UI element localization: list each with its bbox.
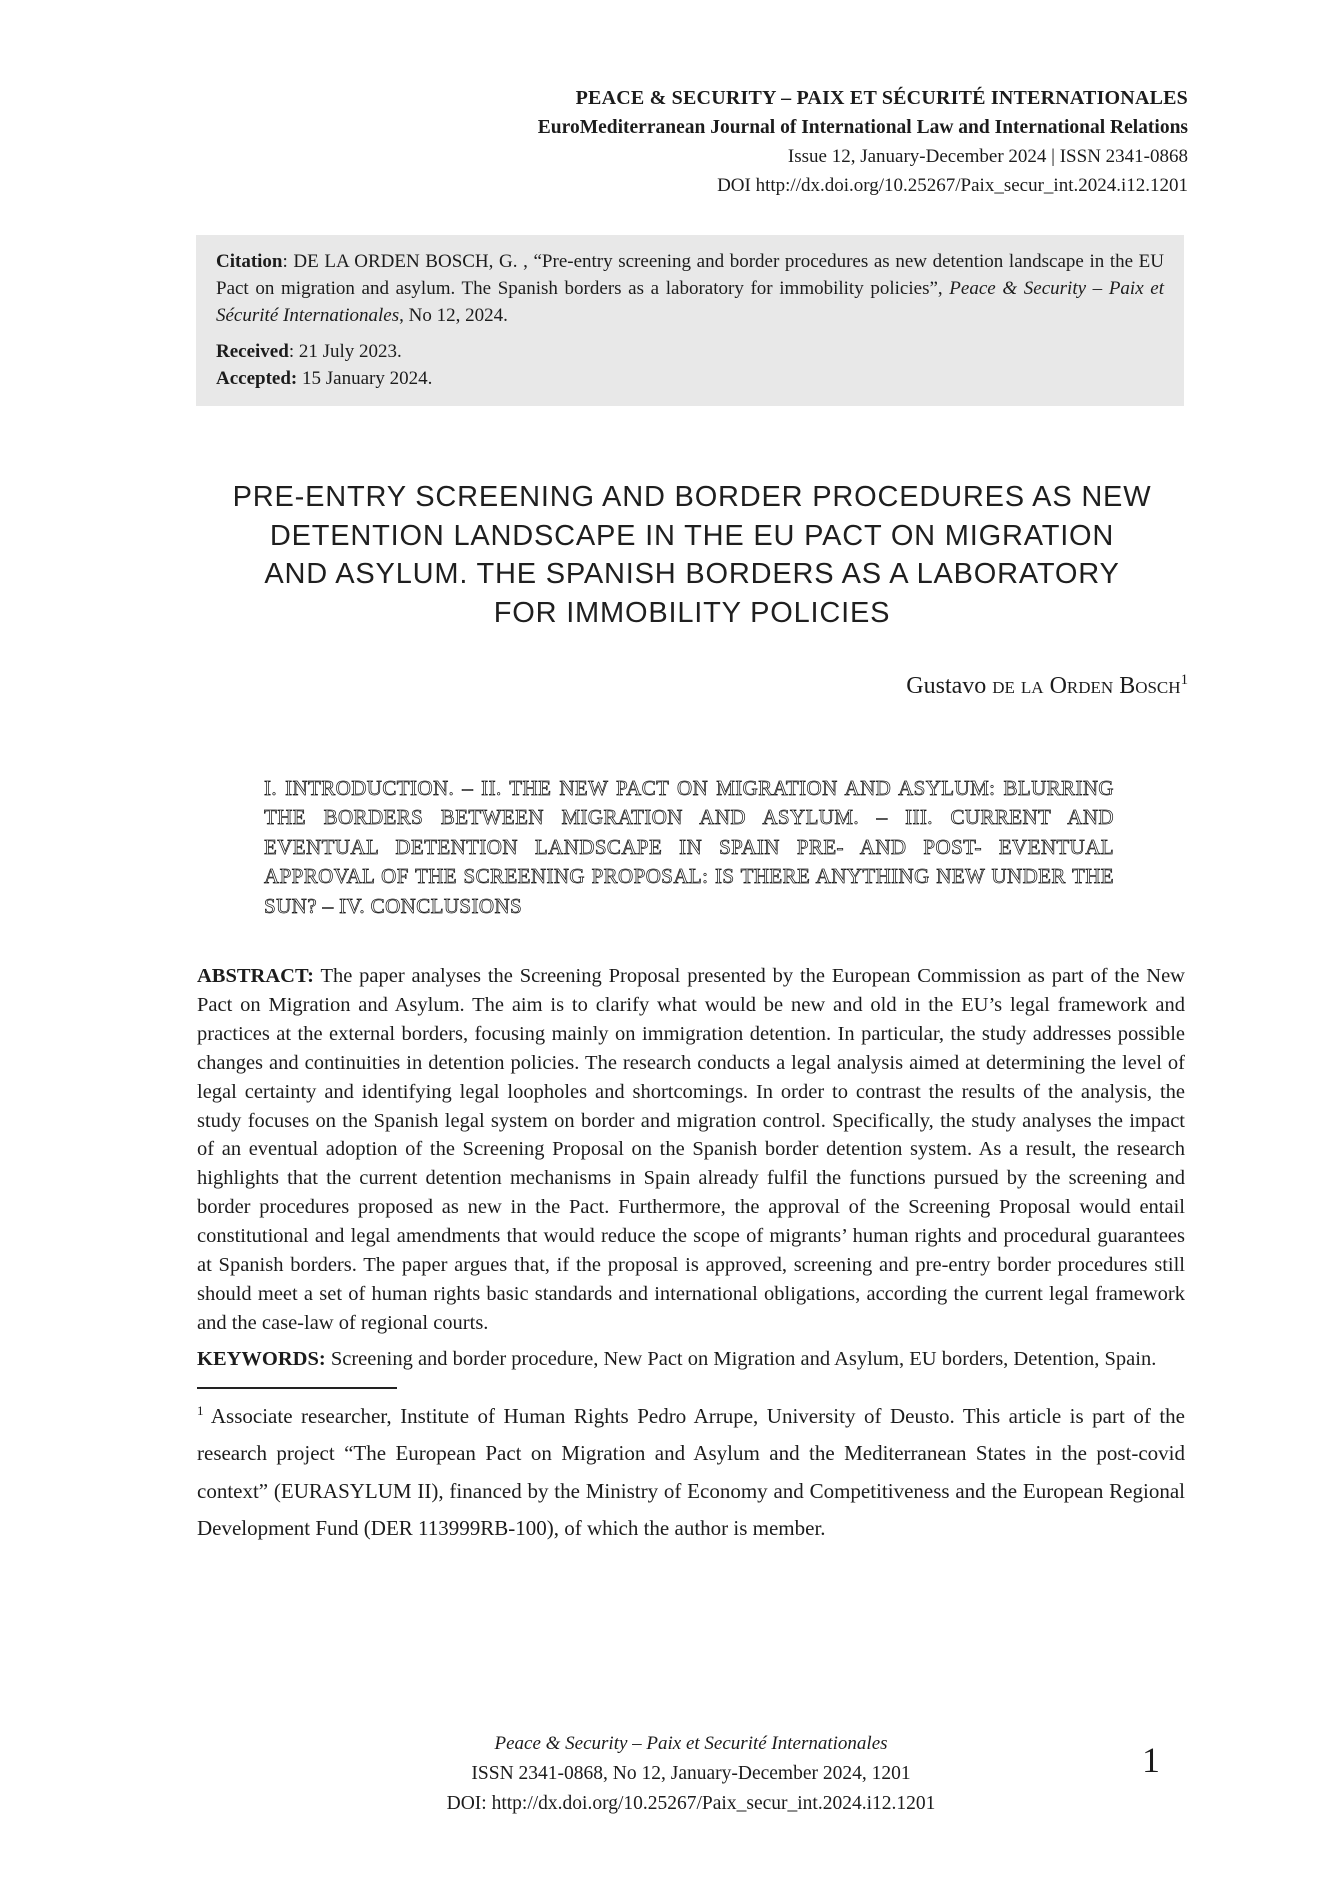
journal-subtitle: EuroMediterranean Journal of International Law and International Relations [537, 117, 1188, 138]
journal-title: PEACE & SECURITY – PAIX ET SÉCURITÉ INTERNATIONALES [575, 87, 1188, 109]
received-value: : 21 July 2023. [288, 341, 402, 362]
author-first-name: Gustavo [906, 673, 993, 699]
author-byline [197, 672, 1188, 700]
article-body-block [197, 962, 1185, 1548]
footer-issn-line: ISSN 2341-0868, No 12, January-December 2024, 1201 [471, 1763, 911, 1784]
page-number: 1 [1142, 1740, 1160, 1780]
footnote [197, 1398, 1185, 1548]
title-line: DETENTION LANDSCAPE IN THE EU PACT ON MIGRATION [269, 519, 1115, 552]
citation-tail: , No 12, 2024. [399, 305, 508, 326]
footnote-ref: 1 [197, 1402, 204, 1418]
title-line: FOR IMMOBILITY POLICIES [493, 596, 891, 629]
citation-journal-italic: Peace & Security – Paix et Sécurité Internationales [216, 278, 1164, 326]
citation-label: Citation [216, 251, 283, 272]
received-line [216, 338, 1164, 365]
accepted-value: 15 January 2024. [297, 368, 433, 389]
accepted-label: Accepted: [216, 368, 298, 389]
citation-paragraph [216, 248, 1164, 329]
journal-header [197, 84, 1188, 200]
author-surname: de la Orden Bosch [992, 673, 1181, 699]
keywords-label: KEYWORDS: [197, 1347, 326, 1370]
accepted-line [216, 365, 1164, 392]
keywords-paragraph [197, 1345, 1185, 1374]
footnote-separator [197, 1387, 397, 1389]
footer-journal-title: Peace & Security – Paix et Securité Internationales [494, 1733, 888, 1754]
footnote-ref-superscript: 1 [1180, 672, 1188, 688]
title-line: AND ASYLUM. THE SPANISH BORDERS AS A LABORATORY [264, 558, 1120, 590]
footer-doi-line: DOI: http://dx.doi.org/10.25267/Paix_secur_int.2024.i12.1201 [446, 1793, 936, 1814]
article-title [174, 478, 1210, 632]
keywords-text: Screening and border procedure, New Pact on Migration and Asylum, EU borders, Detention, Spain. [325, 1347, 1157, 1370]
toc-outline: I. INTRODUCTION. – II. THE NEW PACT ON MIGRATION AND ASYLUM: BLURRING THE BORDERS BETWEEN MIGRATION AND ASYLUM. – III. CURRENT AND EVENTUAL DETENTION LANDSCAPE IN SPAIN PRE- AND POST- EVENTUAL APPROVAL OF THE SCREENING PROPOSAL: IS THERE ANYTHING NEW UNDER THE SUN? – IV. CONCLUSIONS [264, 776, 1114, 918]
page-footer [197, 1729, 1185, 1819]
doi-line: DOI http://dx.doi.org/10.25267/Paix_secur_int.2024.i12.1201 [717, 175, 1188, 196]
abstract-paragraph [197, 962, 1185, 1338]
footnote-text: Associate researcher, Institute of Human Rights Pedro Arrupe, University of Deusto. This article is part of the research project “The European Pact on Migration and Asylum and the Mediterranean States in the post-covid context” (EURASYLUM II), financed by the Ministry of Economy and Competitiveness and the European Regional Development Fund (DER 113999RB-100), of which the author is member. [197, 1403, 1185, 1541]
citation-body: : DE LA ORDEN BOSCH, G. , “Pre-entry screening and border procedures as new detention landscape in the EU Pact on migration and asylum. The Spanish borders as a laboratory for immobility policies”, [216, 251, 1164, 299]
abstract-text: The paper analyses the Screening Proposal presented by the European Commission as part of the New Pact on Migration and Asylum. The aim is to clarify what would be new and old in the EU’s legal framework and practices at the external borders, focusing mainly on immigration detention. In particular, the study addresses possible changes and continuities in detention policies. The research conducts a legal analysis aimed at determining the level of legal certainty and identifying legal loopholes and shortcomings. In order to contrast the results of the analysis, the study focuses on the Spanish legal system on border and migration control. Specifically, the study analyses the impact of an eventual adoption of the Screening Proposal on the Spanish border detention system. As a result, the research highlights that the current detention mechanisms in Spain already fulfil the functions pursued by the screening and border procedures proposed as new in the Pact. Furthermore, the approval of the Screening Proposal would entail constitutional and legal amendments that would reduce the scope of migrants’ human rights and procedural guarantees at Spanish borders. The paper argues that, if the proposal is approved, screening and pre-entry border procedures still should meet a set of human rights basic standards and international obligations, according the current legal framework and the case-law of regional courts. [197, 965, 1185, 1334]
citation-box [196, 235, 1184, 406]
abstract-label: ABSTRACT: [197, 965, 314, 987]
issue-line: Issue 12, January-December 2024 | ISSN 2341-0868 [787, 146, 1188, 167]
received-label: Received [216, 341, 289, 362]
title-line: PRE-ENTRY SCREENING AND BORDER PROCEDURES AS NEW [232, 481, 1152, 513]
